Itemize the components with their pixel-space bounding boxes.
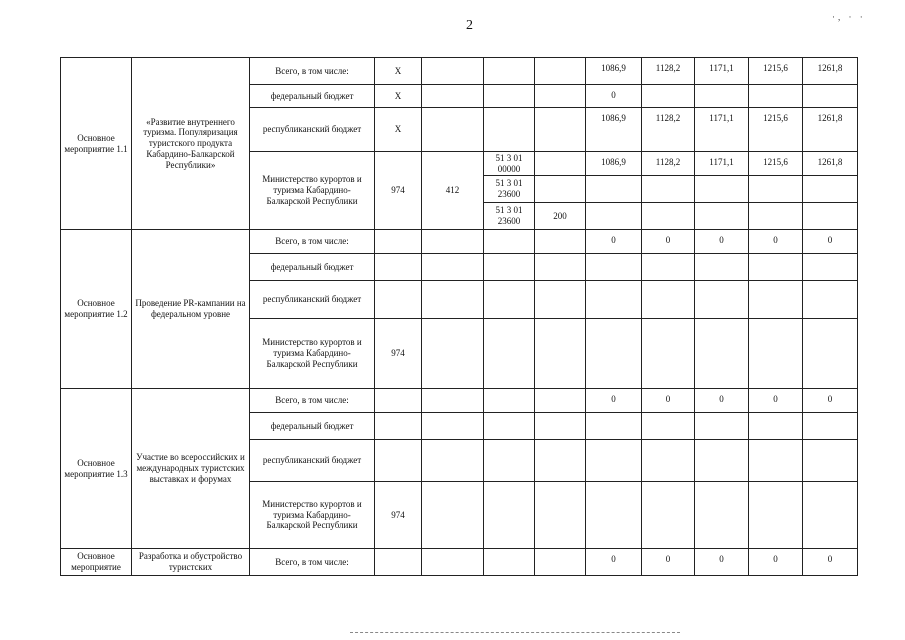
year-value-cell: 1128,2 [642, 58, 695, 85]
grbs-cell [375, 281, 422, 319]
year-value-cell: 0 [642, 230, 695, 254]
csr-cell [484, 254, 535, 281]
grbs-cell [375, 254, 422, 281]
year-value-cell: 0 [586, 85, 642, 108]
vr-cell [535, 108, 586, 152]
funding-source-cell: Министерство курортов и туризма Кабардино-Балкарской Республики [250, 482, 375, 549]
csr-cell [484, 85, 535, 108]
rz-pr-cell: 412 [422, 152, 484, 230]
grbs-cell: X [375, 58, 422, 85]
event-type-cell: Основное мероприятие 1.3 [61, 389, 132, 549]
rz-pr-cell [422, 482, 484, 549]
rz-pr-cell [422, 108, 484, 152]
year-value-cell [642, 85, 695, 108]
year-value-cell [695, 440, 749, 482]
rz-pr-cell [422, 85, 484, 108]
grbs-cell: 974 [375, 319, 422, 389]
scan-artifact-line [350, 632, 680, 634]
grbs-cell [375, 440, 422, 482]
year-value-cell [586, 254, 642, 281]
csr-cell [484, 230, 535, 254]
csr-cell [484, 440, 535, 482]
vr-cell [535, 58, 586, 85]
vr-cell [535, 389, 586, 413]
csr-cell: 51 3 01 00000 [484, 152, 535, 176]
event-name-cell: Разработка и обустройство туристских [132, 549, 250, 576]
year-value-cell [695, 203, 749, 230]
grbs-cell: X [375, 108, 422, 152]
year-value-cell [642, 440, 695, 482]
year-value-cell [749, 85, 803, 108]
rz-pr-cell [422, 413, 484, 440]
vr-cell [535, 230, 586, 254]
year-value-cell [695, 176, 749, 203]
event-type-cell: Основное мероприятие 1.2 [61, 230, 132, 389]
year-value-cell: 1261,8 [803, 108, 858, 152]
year-value-cell [749, 281, 803, 319]
year-value-cell [803, 413, 858, 440]
vr-cell [535, 176, 586, 203]
vr-cell: 200 [535, 203, 586, 230]
year-value-cell: 0 [695, 389, 749, 413]
year-value-cell: 0 [586, 230, 642, 254]
funding-source-cell: республиканский бюджет [250, 281, 375, 319]
year-value-cell [586, 482, 642, 549]
year-value-cell [586, 319, 642, 389]
year-value-cell: 1261,8 [803, 152, 858, 176]
year-value-cell: 0 [803, 389, 858, 413]
year-value-cell: 0 [749, 230, 803, 254]
year-value-cell [695, 319, 749, 389]
year-value-cell [749, 413, 803, 440]
year-value-cell: 0 [803, 230, 858, 254]
vr-cell [535, 413, 586, 440]
year-value-cell [803, 440, 858, 482]
funding-source-cell: Министерство курортов и туризма Кабардино-Балкарской Республики [250, 319, 375, 389]
grbs-cell [375, 389, 422, 413]
year-value-cell [749, 482, 803, 549]
year-value-cell [642, 254, 695, 281]
csr-cell [484, 319, 535, 389]
grbs-cell [375, 549, 422, 576]
funding-source-cell: Всего, в том числе: [250, 389, 375, 413]
page-number: 2 [466, 18, 473, 33]
year-value-cell: 0 [749, 549, 803, 576]
grbs-cell: X [375, 85, 422, 108]
year-value-cell: 1215,6 [749, 58, 803, 85]
year-value-cell [803, 176, 858, 203]
year-value-cell: 0 [749, 389, 803, 413]
year-value-cell: 0 [586, 389, 642, 413]
year-value-cell: 0 [586, 549, 642, 576]
year-value-cell: 1261,8 [803, 58, 858, 85]
grbs-cell: 974 [375, 482, 422, 549]
year-value-cell: 0 [642, 549, 695, 576]
vr-cell [535, 549, 586, 576]
rz-pr-cell [422, 319, 484, 389]
year-value-cell: 1171,1 [695, 58, 749, 85]
vr-cell [535, 482, 586, 549]
table-row [61, 58, 858, 85]
year-value-cell: 1171,1 [695, 108, 749, 152]
rz-pr-cell [422, 549, 484, 576]
event-type-cell: Основное мероприятие [61, 549, 132, 576]
vr-cell [535, 440, 586, 482]
year-value-cell [642, 413, 695, 440]
rz-pr-cell [422, 58, 484, 85]
corner-scan-mark: ·, · · [832, 12, 866, 22]
year-value-cell: 1128,2 [642, 152, 695, 176]
year-value-cell [586, 176, 642, 203]
funding-source-cell: Всего, в том числе: [250, 58, 375, 85]
year-value-cell: 1128,2 [642, 108, 695, 152]
year-value-cell [803, 254, 858, 281]
rz-pr-cell [422, 281, 484, 319]
funding-source-cell: Всего, в том числе: [250, 549, 375, 576]
funding-source-cell: республиканский бюджет [250, 108, 375, 152]
table-row [61, 549, 858, 576]
rz-pr-cell [422, 254, 484, 281]
year-value-cell [695, 482, 749, 549]
year-value-cell [749, 203, 803, 230]
year-value-cell [803, 482, 858, 549]
rz-pr-cell [422, 440, 484, 482]
vr-cell [535, 254, 586, 281]
year-value-cell [803, 281, 858, 319]
grbs-cell: 974 [375, 152, 422, 230]
year-value-cell [642, 203, 695, 230]
year-value-cell [695, 254, 749, 281]
year-value-cell: 1086,9 [586, 58, 642, 85]
vr-cell [535, 281, 586, 319]
year-value-cell [803, 319, 858, 389]
year-value-cell: 0 [642, 389, 695, 413]
csr-cell [484, 389, 535, 413]
year-value-cell: 0 [695, 549, 749, 576]
year-value-cell [642, 281, 695, 319]
event-type-cell: Основное мероприятие 1.1 [61, 58, 132, 230]
rz-pr-cell [422, 230, 484, 254]
year-value-cell: 1215,6 [749, 152, 803, 176]
csr-cell: 51 3 01 23600 [484, 176, 535, 203]
year-value-cell [749, 319, 803, 389]
csr-cell [484, 108, 535, 152]
funding-source-cell: Всего, в том числе: [250, 230, 375, 254]
year-value-cell [803, 85, 858, 108]
vr-cell [535, 85, 586, 108]
grbs-cell [375, 230, 422, 254]
year-value-cell: 1086,9 [586, 152, 642, 176]
vr-cell [535, 152, 586, 176]
year-value-cell [642, 482, 695, 549]
vr-cell [535, 319, 586, 389]
year-value-cell [642, 176, 695, 203]
funding-source-cell: федеральный бюджет [250, 85, 375, 108]
event-name-cell: Проведение PR-кампании на федеральном уровне [132, 230, 250, 389]
budget-table [60, 57, 858, 576]
year-value-cell [803, 203, 858, 230]
year-value-cell: 0 [803, 549, 858, 576]
year-value-cell [695, 85, 749, 108]
table-row [61, 230, 858, 254]
year-value-cell [586, 413, 642, 440]
year-value-cell [749, 254, 803, 281]
funding-source-cell: Министерство курортов и туризма Кабардино-Балкарской Республики [250, 152, 375, 230]
csr-cell [484, 58, 535, 85]
funding-source-cell: федеральный бюджет [250, 413, 375, 440]
year-value-cell: 1086,9 [586, 108, 642, 152]
year-value-cell [695, 413, 749, 440]
csr-cell [484, 549, 535, 576]
csr-cell [484, 413, 535, 440]
event-name-cell: Участие во всероссийских и международных туристских выставках и форумах [132, 389, 250, 549]
year-value-cell: 1215,6 [749, 108, 803, 152]
table-row [61, 389, 858, 413]
year-value-cell [586, 203, 642, 230]
funding-source-cell: республиканский бюджет [250, 440, 375, 482]
grbs-cell [375, 413, 422, 440]
event-name-cell: «Развитие внутреннего туризма. Популяризация туристского продукта Кабардино-Балкарской Республики» [132, 58, 250, 230]
year-value-cell [586, 440, 642, 482]
csr-cell: 51 3 01 23600 [484, 203, 535, 230]
year-value-cell: 0 [695, 230, 749, 254]
year-value-cell [749, 176, 803, 203]
year-value-cell: 1171,1 [695, 152, 749, 176]
year-value-cell [695, 281, 749, 319]
year-value-cell [642, 319, 695, 389]
funding-source-cell: федеральный бюджет [250, 254, 375, 281]
csr-cell [484, 281, 535, 319]
year-value-cell [749, 440, 803, 482]
csr-cell [484, 482, 535, 549]
rz-pr-cell [422, 389, 484, 413]
year-value-cell [586, 281, 642, 319]
